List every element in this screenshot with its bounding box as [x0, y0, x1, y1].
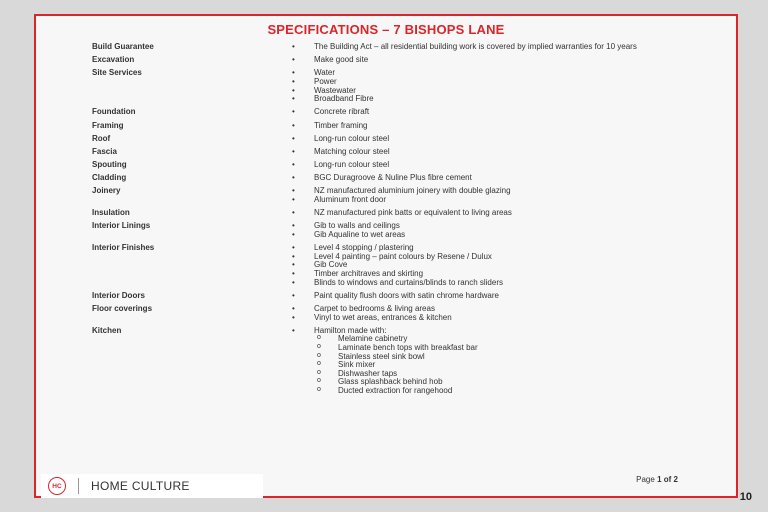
- spec-values: [292, 122, 692, 131]
- spec-value: • Gib to walls and ceilings: [292, 222, 692, 231]
- spec-label: Framing: [92, 120, 124, 130]
- spec-value: • Long-run colour steel: [292, 135, 692, 144]
- spec-label: Floor coverings: [92, 303, 153, 313]
- spec-label: Interior Linings: [92, 221, 151, 231]
- spec-values: [292, 69, 692, 103]
- specifications-list: [92, 43, 692, 400]
- spec-subvalue: o Sink mixer: [292, 361, 692, 370]
- spec-value: • Paint quality flush doors with satin chrome hardware: [292, 292, 692, 301]
- spec-label: Kitchen: [92, 325, 122, 335]
- spec-value: • The Building Act – all residential building work is covered by implied warranties for 10 years: [292, 43, 692, 52]
- spec-values: [292, 187, 692, 204]
- spec-label: Foundation: [92, 107, 136, 117]
- spec-subvalue: o Laminate bench tops with breakfast bar: [292, 344, 692, 353]
- spec-value: • BGC Duragroove & Nuline Plus fibre cement: [292, 174, 692, 183]
- spec-sheet-page: [34, 14, 738, 498]
- spec-row: [92, 305, 692, 322]
- spec-row: [92, 187, 692, 204]
- spec-value: • Carpet to bedrooms & living areas: [292, 305, 692, 314]
- spec-value: • Vinyl to wet areas, entrances & kitchen: [292, 314, 692, 323]
- spec-label: Roof: [92, 133, 111, 143]
- spec-label: Spouting: [92, 160, 127, 170]
- page-indicator: [636, 475, 678, 484]
- spec-value: • Blinds to windows and curtains/blinds to ranch sliders: [292, 279, 692, 288]
- spec-value: • Power: [292, 78, 692, 87]
- spec-row: [92, 161, 692, 170]
- page-title: SPECIFICATIONS – 7 BISHOPS LANE: [267, 22, 505, 37]
- spec-value: • Level 4 stopping / plastering: [292, 244, 692, 253]
- spec-row: [92, 69, 692, 103]
- logo-divider: [78, 478, 79, 494]
- spec-values: [292, 43, 692, 52]
- page-current: 1: [657, 475, 662, 484]
- spec-value: • NZ manufactured pink batts or equivalent to living areas: [292, 209, 692, 218]
- spec-label: Interior Doors: [92, 290, 145, 300]
- spec-values: [292, 222, 692, 239]
- home-culture-logo: [41, 474, 263, 498]
- spec-values: [292, 174, 692, 183]
- spec-label: Excavation: [92, 55, 135, 65]
- spec-row: [92, 174, 692, 183]
- spec-values: [292, 161, 692, 170]
- spec-row: [92, 327, 692, 396]
- spec-values: [292, 244, 692, 287]
- spec-label: Site Services: [92, 68, 142, 78]
- spec-values: [292, 108, 692, 117]
- spec-values: [292, 305, 692, 322]
- hc-logo-icon: HC: [48, 477, 66, 495]
- spec-label: Insulation: [92, 208, 130, 218]
- spec-value: • Matching colour steel: [292, 148, 692, 157]
- spec-value: • Long-run colour steel: [292, 161, 692, 170]
- spec-row: [92, 56, 692, 65]
- spec-values: [292, 292, 692, 301]
- spec-subvalue: o Glass splashback behind hob: [292, 378, 692, 387]
- spec-value: • Gib Aqualine to wet areas: [292, 231, 692, 240]
- spec-values: [292, 56, 692, 65]
- logo-text: HOME CULTURE: [91, 479, 190, 493]
- spec-value: • Concrete ribraft: [292, 108, 692, 117]
- spec-value: • Gib Cove: [292, 261, 692, 270]
- page-total: 2: [673, 475, 678, 484]
- spec-subvalue: o Dishwasher taps: [292, 370, 692, 379]
- spec-label: Interior Finishes: [92, 243, 155, 253]
- spec-value: • Wastewater: [292, 87, 692, 96]
- spec-subvalue: o Stainless steel sink bowl: [292, 353, 692, 362]
- spec-subvalue: o Ducted extraction for rangehood: [292, 387, 692, 396]
- spec-row: [92, 244, 692, 287]
- spec-label: Cladding: [92, 173, 127, 183]
- spec-row: [92, 108, 692, 117]
- spec-value: • Timber architraves and skirting: [292, 270, 692, 279]
- spec-value: • NZ manufactured aluminium joinery with double glazing: [292, 187, 692, 196]
- spec-subvalue: o Melamine cabinetry: [292, 335, 692, 344]
- spec-label: Fascia: [92, 146, 117, 156]
- spec-value: • Hamilton made with:: [292, 327, 692, 336]
- spec-row: [92, 135, 692, 144]
- document-page-number: 10: [739, 491, 752, 503]
- spec-label: Joinery: [92, 186, 121, 196]
- spec-value: • Level 4 painting – paint colours by Resene / Dulux: [292, 253, 692, 262]
- spec-value: • Broadband Fibre: [292, 95, 692, 104]
- spec-row: [92, 148, 692, 157]
- spec-value: • Timber framing: [292, 122, 692, 131]
- spec-row: [92, 209, 692, 218]
- spec-row: [92, 122, 692, 131]
- spec-row: [92, 43, 692, 52]
- spec-row: [92, 222, 692, 239]
- spec-values: [292, 148, 692, 157]
- spec-value: • Aluminum front door: [292, 196, 692, 205]
- spec-value: • Make good site: [292, 56, 692, 65]
- spec-values: [292, 327, 692, 396]
- spec-value: • Water: [292, 69, 692, 78]
- spec-values: [292, 135, 692, 144]
- spec-row: [92, 292, 692, 301]
- spec-label: Build Guarantee: [92, 42, 154, 51]
- page-of: of: [663, 475, 672, 484]
- spec-values: [292, 209, 692, 218]
- page-prefix: Page: [636, 475, 655, 484]
